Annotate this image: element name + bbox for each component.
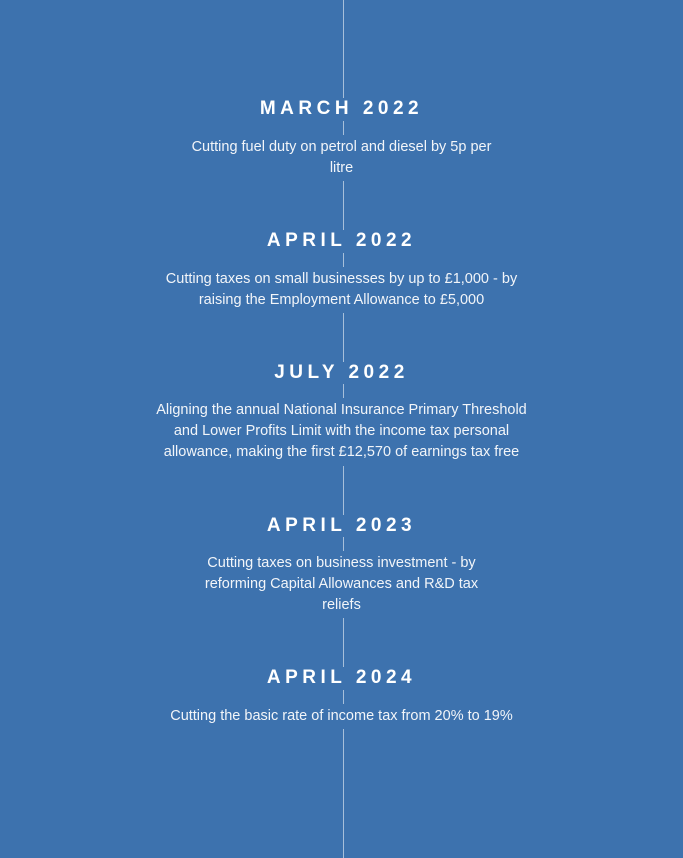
timeline-entry-description-wrap [0,398,683,465]
timeline-entry-date: MARCH 2022 [246,98,437,121]
timeline-entry [0,230,683,313]
timeline-entry [0,98,683,181]
timeline-entry [0,362,683,466]
timeline-entry-date-wrap [0,98,683,135]
timeline-entry-date: JULY 2022 [260,362,423,385]
timeline-entry-description: Cutting fuel duty on petrol and diesel by 5p per litre [182,135,502,181]
timeline-entry-description-wrap [0,704,683,729]
timeline-entry-date-wrap [0,515,683,552]
timeline-entry-description: Aligning the annual National Insurance Primary Threshold and Lower Profits Limit with the income tax personal allowance, making the first £12,570 of earnings tax free [142,398,542,465]
timeline-entry-description: Cutting the basic rate of income tax from 20% to 19% [160,704,523,729]
timeline-entry-date-wrap [0,362,683,399]
timeline-entry-description: Cutting taxes on business investment - by reforming Capital Allowances and R&D tax reliefs [187,551,497,618]
timeline-entry-description-wrap [0,267,683,313]
timeline-entry-date: APRIL 2022 [253,230,430,253]
timeline-entry-date-wrap [0,667,683,704]
timeline-entry-description-wrap [0,135,683,181]
timeline-entry-description-wrap [0,551,683,618]
timeline-entry-description: Cutting taxes on small businesses by up to £1,000 - by raising the Employment Allowance to £5,000 [152,267,532,313]
timeline-entry [0,667,683,729]
timeline-entry-date: APRIL 2024 [253,667,430,690]
timeline-entry [0,515,683,619]
timeline-entry-date-wrap [0,230,683,267]
timeline-entry-date: APRIL 2023 [253,515,430,538]
